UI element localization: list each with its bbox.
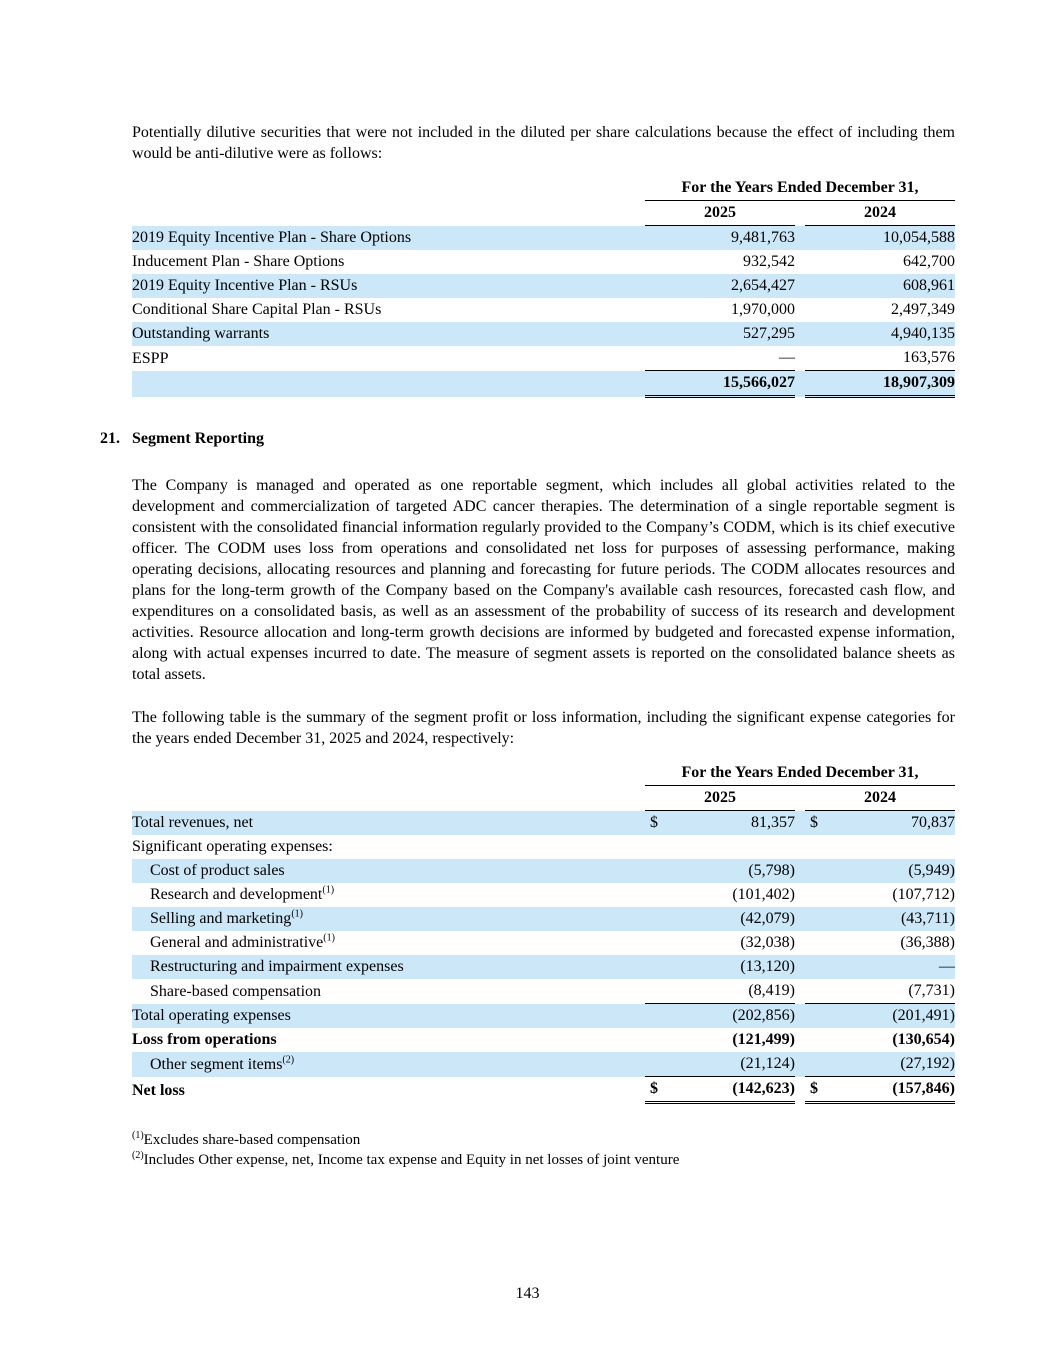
table-row (132, 250, 955, 274)
row-label: Significant operating expenses: (132, 838, 333, 855)
column-header-2024: 2024 (805, 786, 955, 811)
dollar-sign: $ (650, 1080, 658, 1097)
value-2024: (201,491) (805, 1004, 955, 1029)
value-2025: (8,419) (748, 982, 795, 999)
column-gap (795, 979, 805, 1004)
value-2025: (13,120) (645, 955, 795, 979)
row-label: Conditional Share Capital Plan - RSUs (132, 301, 382, 318)
period-header: For the Years Ended December 31, (645, 761, 955, 786)
value-2025: (5,798) (645, 859, 795, 883)
value-2025: 2,654,427 (645, 274, 795, 298)
row-label: Total operating expenses (132, 1004, 645, 1029)
table-row (132, 274, 955, 298)
row-label: ESPP (132, 349, 169, 367)
row-label: Other segment items$^{(2)}$ (132, 1052, 645, 1077)
table-row (132, 226, 955, 251)
column-header-2025: 2025 (645, 201, 795, 226)
value-2024: (36,388) (900, 934, 955, 951)
empty-cell (132, 786, 645, 811)
value-2024: (107,712) (892, 886, 955, 903)
row-label: Total revenues, net (132, 811, 645, 836)
table-row (132, 859, 955, 883)
footnote (132, 1130, 955, 1150)
value-2025: (42,079) (645, 907, 795, 931)
table-row (132, 955, 955, 979)
column-gap (795, 371, 805, 397)
column-gap (795, 811, 805, 836)
section-number: 21. (100, 430, 120, 447)
footnote-marker: (1) (291, 908, 303, 920)
table-row (132, 1028, 955, 1052)
value-2024: (43,711) (805, 907, 955, 931)
column-gap (795, 955, 805, 979)
value-2024: $ (157,846) (805, 1077, 955, 1103)
row-label: General and administrative$^{(1)}$ (150, 932, 335, 951)
row-label: Inducement Plan - Share Options (132, 253, 345, 270)
row-label: Share-based compensation (150, 982, 322, 1000)
column-header-2024: 2024 (805, 201, 955, 226)
value-2025: 932,542 (743, 253, 795, 270)
footnote-marker: (1) (323, 932, 335, 944)
column-gap (795, 859, 805, 883)
period-header-row (132, 176, 955, 201)
empty-cell (132, 201, 645, 226)
value-2025: $ 81,357 (645, 811, 795, 836)
value-2024: 10,054,588 (805, 226, 955, 251)
row-label: Restructuring and impairment expenses (132, 955, 645, 979)
column-gap (795, 1077, 805, 1103)
table-row (132, 811, 955, 836)
footnote-text: Excludes share-based compensation (143, 1132, 361, 1148)
value-2025: (121,499) (732, 1031, 795, 1048)
table-row (132, 835, 955, 859)
column-gap (795, 1052, 805, 1077)
footnote-marker: (1) (132, 1130, 144, 1141)
dollar-sign: $ (810, 1080, 818, 1097)
row-label: Cost of product sales (132, 859, 645, 883)
footnote-marker: (2) (282, 1054, 295, 1066)
table-row (132, 883, 955, 907)
segment-paragraph-1: The Company is managed and operated as one reportable segment, which includes all global activities related to the development and commercialization of targeted ADC cancer therapies. The determination of a single reportable segment is consistent with the consolidated financial information regularly provided to the Company’s CODM, which is its chief executive officer. The CODM uses loss from operations and consolidated net loss for purposes of assessing performance, making operating decisions, allocating resources and planning and forecasting for future periods. The CODM allocates resources and plans for the long-term growth of the Company based on the Company's available cash resources, forecasted cash flow, and expenditures on a consolidated basis, as well as an assessment of the probability of success of its research and development activities. Resource allocation and long-term growth decisions are informed by budgeted and forecasted expense information, along with actual expenses incurred to date. The measure of segment assets is reported on the consolidated balance sheets as total assets. (132, 477, 955, 683)
footnotes (132, 1130, 955, 1170)
value-2024: (7,731) (908, 982, 955, 999)
table-subtotal-row (132, 1004, 955, 1029)
table-row (132, 979, 955, 1004)
footnote-marker: (2) (132, 1150, 144, 1161)
value-2025: 1,970,000 (731, 301, 795, 318)
segment-profit-loss-table (132, 761, 955, 1104)
column-gap (795, 322, 805, 346)
table-row (132, 346, 955, 371)
column-gap (795, 201, 805, 226)
table-total-row (132, 371, 955, 397)
column-gap (795, 250, 805, 274)
value-2025: (32,038) (740, 934, 795, 951)
footnote-marker: (1) (322, 884, 335, 896)
row-label: Outstanding warrants (132, 322, 645, 346)
value-2025: 527,295 (645, 322, 795, 346)
value-2024 (805, 835, 955, 859)
value-2025: 9,481,763 (645, 226, 795, 251)
period-header-row (132, 761, 955, 786)
column-header-2025: 2025 (645, 786, 795, 811)
total-2025: 15,566,027 (645, 371, 795, 397)
value-2025: (21,124) (645, 1052, 795, 1077)
intro-paragraph: Potentially dilutive securities that were not included in the diluted per share calculations because the effect of including them would be anti-dilutive were as follows: (132, 124, 955, 162)
column-gap (795, 907, 805, 931)
column-gap (795, 226, 805, 251)
column-gap (795, 298, 805, 322)
dollar-sign: $ (650, 814, 658, 831)
column-gap (795, 883, 805, 907)
value-2024: (27,192) (805, 1052, 955, 1077)
value-2025: — (779, 349, 795, 366)
row-label: Loss from operations (132, 1031, 277, 1048)
value-2025: (202,856) (645, 1004, 795, 1029)
value-2024: 2,497,349 (891, 301, 955, 318)
footnote (132, 1150, 955, 1170)
column-gap (795, 786, 805, 811)
row-label: 2019 Equity Incentive Plan - RSUs (132, 274, 645, 298)
table-total-row (132, 1077, 955, 1103)
section-heading (100, 428, 955, 449)
value-2025: $ (142,623) (645, 1077, 795, 1103)
table-row (132, 907, 955, 931)
value-2024: 163,576 (903, 349, 955, 366)
year-header-row (132, 786, 955, 811)
empty-cell (132, 176, 645, 201)
empty-cell (132, 761, 645, 786)
value-2025: (101,402) (732, 886, 795, 903)
column-gap (795, 931, 805, 955)
column-gap (795, 835, 805, 859)
table-row (132, 931, 955, 955)
column-gap (795, 1004, 805, 1029)
footnote-text: Includes Other expense, net, Income tax expense and Equity in net losses of joint venture (143, 1152, 680, 1168)
row-label: Net loss (132, 1081, 185, 1099)
empty-cell (132, 371, 645, 397)
value-2024: $ 70,837 (805, 811, 955, 836)
table-row (132, 1052, 955, 1077)
column-gap (795, 346, 805, 371)
value-2024: (130,654) (892, 1031, 955, 1048)
row-label: Selling and marketing$^{(1)}$ (132, 907, 645, 931)
period-header: For the Years Ended December 31, (645, 176, 955, 201)
table-row (132, 298, 955, 322)
page-number: 143 (515, 1285, 540, 1302)
anti-dilutive-securities-table (132, 176, 955, 398)
segment-paragraph-2: The following table is the summary of the segment profit or loss information, including the significant expense categories for the years ended December 31, 2025 and 2024, respectively: (132, 709, 955, 747)
column-gap (795, 1028, 805, 1052)
row-label: 2019 Equity Incentive Plan - Share Options (132, 226, 645, 251)
table-row (132, 322, 955, 346)
column-gap (795, 274, 805, 298)
row-label: Research and development$^{(1)}$ (150, 884, 335, 903)
value-2024: 4,940,135 (805, 322, 955, 346)
value-2024: 642,700 (903, 253, 955, 270)
value-2024: — (805, 955, 955, 979)
dollar-sign: $ (810, 814, 818, 831)
year-header-row (132, 201, 955, 226)
value-2025 (645, 835, 795, 859)
value-2024: 608,961 (805, 274, 955, 298)
total-2024: 18,907,309 (805, 371, 955, 397)
section-title: Segment Reporting (132, 430, 264, 447)
value-2024: (5,949) (805, 859, 955, 883)
